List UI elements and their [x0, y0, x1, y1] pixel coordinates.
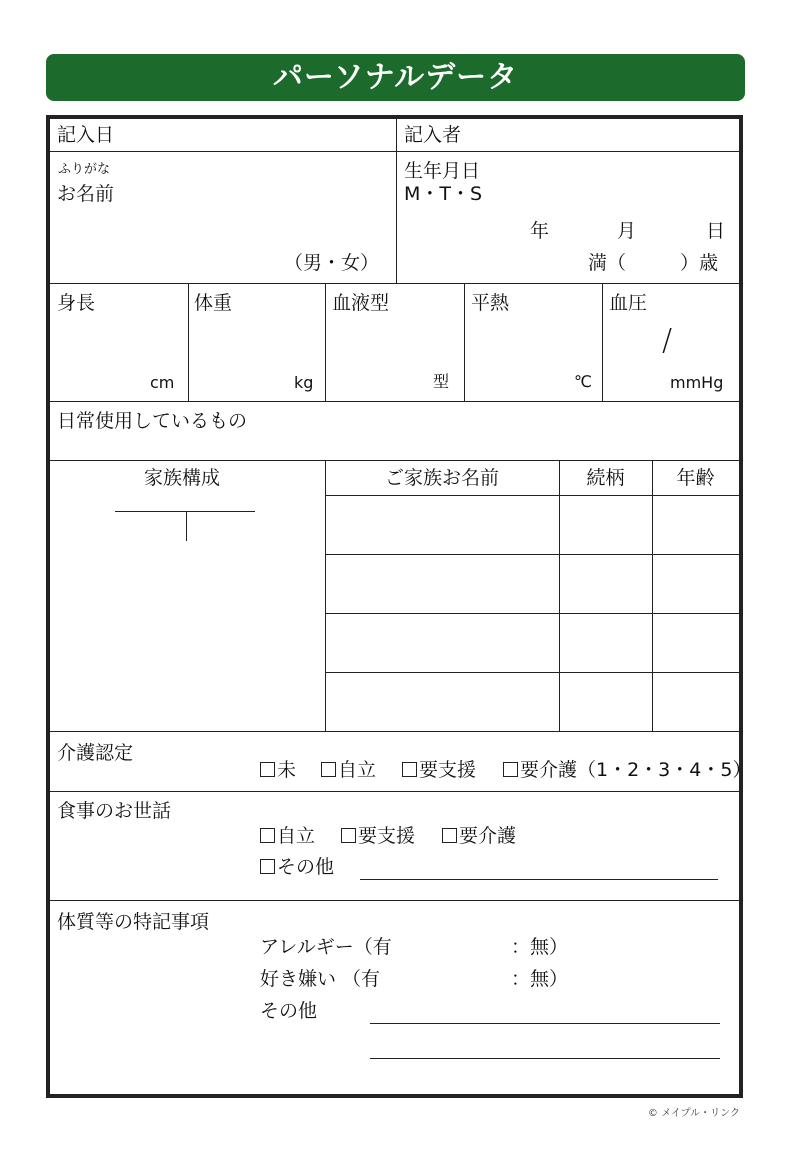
family-tree-icon: [186, 511, 187, 541]
birth-label: 生年月日: [404, 160, 481, 182]
divider: [602, 284, 603, 401]
meal-label: 食事のお世話: [57, 800, 172, 822]
relation-header: 続柄: [586, 467, 625, 489]
divider: [652, 461, 653, 731]
age-suffix: ）歳: [680, 252, 719, 274]
birth-day-label: 日: [706, 220, 726, 242]
notes-other-field[interactable]: [370, 1023, 720, 1024]
birth-month-label: 月: [617, 220, 637, 242]
meal-other-field[interactable]: [360, 879, 718, 880]
checkbox-icon: [341, 828, 356, 843]
care-option-none[interactable]: 未: [260, 761, 296, 780]
height-unit: cm: [150, 373, 175, 392]
allergy-none: ：無）: [511, 936, 569, 958]
entry-writer-field[interactable]: [480, 120, 735, 150]
blood-pressure-unit: mmHg: [670, 373, 724, 392]
divider: [50, 731, 739, 732]
gender-select[interactable]: （男・女）: [284, 252, 380, 274]
notes-label: 体質等の特記事項: [57, 911, 210, 933]
divider: [50, 401, 739, 402]
divider: [50, 151, 739, 152]
temperature-label: 平熱: [471, 292, 510, 314]
care-option-independent[interactable]: 自立: [321, 761, 376, 780]
checkbox-icon: [402, 762, 417, 777]
notes-other-label: その他: [260, 1000, 318, 1022]
divider: [325, 284, 326, 401]
entry-writer-label: 記入者: [404, 124, 462, 146]
entry-date-field[interactable]: [150, 120, 390, 150]
care-option-support[interactable]: 要支援: [402, 761, 476, 780]
checkbox-icon: [260, 828, 275, 843]
divider: [325, 461, 326, 731]
copyright: © メイプル・リンク: [647, 1108, 740, 1119]
divider: [325, 554, 739, 555]
divider: [325, 672, 739, 673]
birth-year-label: 年: [530, 220, 550, 242]
blood-type-unit: 型: [433, 372, 450, 391]
blood-type-label: 血液型: [332, 292, 390, 314]
divider: [559, 461, 560, 731]
era-select[interactable]: M・T・S: [404, 183, 483, 205]
blood-pressure-slash: /: [662, 323, 673, 358]
divider: [325, 613, 739, 614]
divider: [464, 284, 465, 401]
family-name-header: ご家族お名前: [384, 467, 499, 489]
divider: [50, 791, 739, 792]
temperature-unit: ℃: [574, 372, 592, 391]
meal-option-independent[interactable]: 自立: [260, 827, 315, 846]
divider: [188, 284, 189, 401]
allergy-label: アレルギー（有: [260, 936, 392, 958]
page-title: パーソナルデータ: [272, 60, 519, 95]
blood-pressure-label: 血圧: [609, 292, 648, 314]
family-structure-label: 家族構成: [144, 467, 221, 489]
divider: [50, 460, 739, 461]
entry-date-label: 記入日: [57, 124, 115, 146]
weight-label: 体重: [194, 292, 233, 314]
furigana-label: ふりがな: [58, 162, 111, 177]
divider: [325, 495, 739, 496]
notes-other-field[interactable]: [370, 1058, 720, 1059]
meal-option-support[interactable]: 要支援: [341, 827, 415, 846]
likes-label: 好き嫌い （有: [260, 968, 381, 990]
checkbox-icon: [503, 762, 518, 777]
divider: [50, 283, 739, 284]
checkbox-icon: [260, 859, 275, 874]
height-label: 身長: [57, 292, 96, 314]
age-prefix: 満（: [588, 252, 627, 274]
daily-items-label: 日常使用しているもの: [57, 410, 248, 432]
divider: [50, 900, 739, 901]
likes-none: ：無）: [511, 968, 569, 990]
name-label: お名前: [57, 183, 115, 205]
meal-option-other[interactable]: その他: [260, 858, 334, 877]
age-field[interactable]: [630, 250, 685, 276]
name-field[interactable]: [55, 210, 385, 250]
care-option-care[interactable]: 要介護（1・2・3・4・5）: [503, 761, 751, 780]
age-header: 年齢: [676, 467, 715, 489]
family-tree-icon: [115, 511, 255, 512]
care-label: 介護認定: [57, 742, 134, 764]
checkbox-icon: [442, 828, 457, 843]
checkbox-icon: [321, 762, 336, 777]
weight-unit: kg: [294, 373, 314, 392]
divider: [396, 119, 397, 283]
checkbox-icon: [260, 762, 275, 777]
meal-option-care[interactable]: 要介護: [442, 827, 516, 846]
